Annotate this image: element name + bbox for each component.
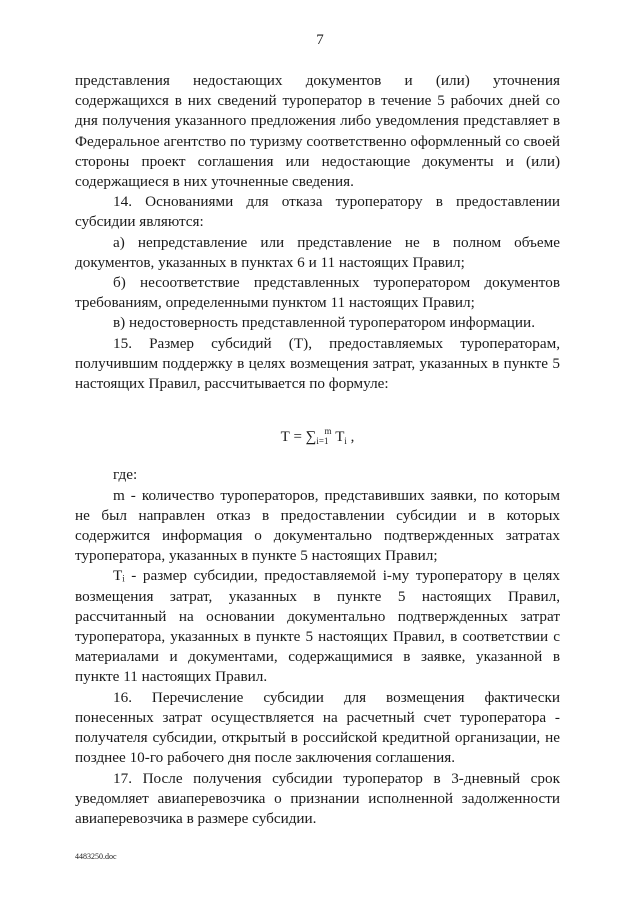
formula-term: Т: [335, 429, 345, 446]
paragraph-17: 17. После получения субсидии туроператор в 3-дневный срок уведомляет авиаперевозчика о признании исполненной задолженности авиаперевозчика в размере субсидии.: [75, 769, 560, 827]
paragraph-14: 14. Основаниями для отказа туроператору в предоставлении субсидии являются:: [75, 193, 560, 231]
paragraph-15: 15. Размер субсидий (Т), предоставляемых туроператорам, получившим поддержку в целях возмещения затрат, указанных в пункте 5 настоящих Правил, рассчитывается по формуле:: [75, 334, 560, 393]
formula-lhs: Т = ∑: [280, 429, 317, 446]
document-body: [75, 71, 560, 829]
formula-lower-limit: i=1: [316, 436, 329, 447]
formula-tail: ,: [346, 429, 355, 446]
subsidy-formula: [75, 421, 560, 451]
footer-filename: 4483250.doc: [75, 852, 117, 861]
paragraph-14c: в) недостоверность представленной туроператором информации.: [113, 314, 535, 332]
where-label: где:: [113, 466, 138, 484]
definition-m: m - количество туроператоров, представивших заявки, по которым не был направлен отказ в предоставлении субсидии и в которых содержится информация о документально подтвержденных затратах туроператора, указанных в пункте 5 настоящих Правил;: [75, 486, 560, 565]
paragraph-continuation: представления недостающих документов и (или) уточнения содержащихся в них сведений туроператор в течение 5 рабочих дней со дня получения указанного предложения либо уведомления представляет в Федеральное агентство по туризму соответственно оформленный со своей стороны проект соглашения или недостающие документы и (или) содержащиеся в них уточненные сведения.: [75, 72, 560, 191]
paragraph-16: 16. Перечисление субсидии для возмещения фактически понесенных затрат осуществляется на расчетный счет туроператора - получателя субсидии, открытый в российской кредитной организации, не позднее 10-го рабочего дня после заключения соглашения.: [75, 688, 560, 767]
definition-ti: Тᵢ - размер субсидии, предоставляемой i-му туроператору в целях возмещения затрат, указанных в пункте 5 настоящих Правил, рассчитанный на основании документально подтвержденных затрат туроператора, указанных в пункте 5 настоящих Правил, в соответствии с материалами и документами, содержащимися в заявке, указанной в пункте 11 настоящих Правил.: [75, 567, 560, 686]
paragraph-14a: а) непредставление или представление не в полном объеме документов, указанных в пунктах 6 и 11 настоящих Правил;: [75, 233, 560, 271]
formula-upper-limit: m: [324, 426, 332, 437]
paragraph-14b: б) несоответствие представленных туроператором документов требованиям, определенными пунктом 11 настоящих Правил;: [75, 274, 560, 312]
page-number: 7: [316, 32, 324, 48]
formula-term-index: i: [344, 436, 347, 447]
